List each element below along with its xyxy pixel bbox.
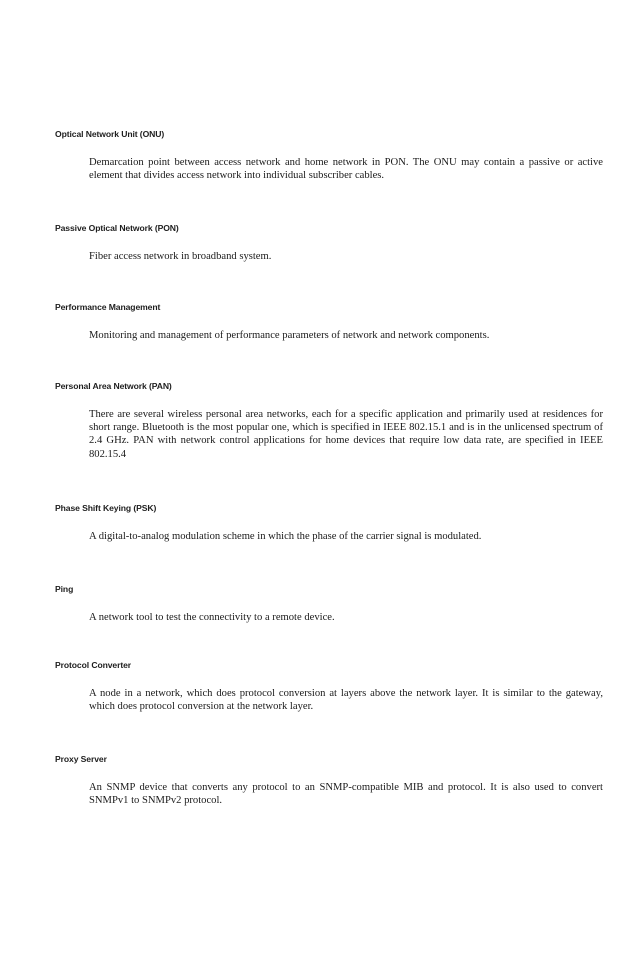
entry-term: Performance Management	[55, 302, 161, 312]
entry-definition: Demarcation point between access network and home network in PON. The ONU may contain a passive or active element that divides access network into individual subscriber cables.	[89, 157, 603, 182]
entry-definition: A network tool to test the connectivity to a remote device.	[89, 612, 335, 623]
entry-definition: Monitoring and management of performance parameters of network and network components.	[89, 330, 490, 341]
entry-definition: Fiber access network in broadband system.	[89, 251, 272, 262]
entry-definition: An SNMP device that converts any protocol to an SNMP-compatible MIB and protocol. It is also used to convert SNMPv1 to SNMPv2 protocol.	[89, 782, 603, 807]
entry-term: Optical Network Unit (ONU)	[55, 129, 165, 139]
entry-term: Passive Optical Network (PON)	[55, 223, 179, 233]
entry-term: Protocol Converter	[55, 660, 132, 670]
entry-term: Personal Area Network (PAN)	[55, 381, 172, 391]
entry-definition: A node in a network, which does protocol conversion at layers above the network layer. It is similar to the gateway, which does protocol conversion at the network layer.	[89, 688, 603, 713]
entry-definition: A digital-to-analog modulation scheme in which the phase of the carrier signal is modulated.	[89, 531, 482, 542]
entry-term: Proxy Server	[55, 754, 107, 764]
entry-definition: There are several wireless personal area networks, each for a specific application and primarily used at residences for short range. Bluetooth is the most popular one, which is specified in IEEE 802.15.1 and is in the unlicensed spectrum of 2.4 GHz. PAN with network control applications for home devices that require low data rate, are specified in IEEE 802.15.4	[89, 409, 603, 460]
entry-term: Ping	[55, 584, 74, 594]
entry-term: Phase Shift Keying (PSK)	[55, 503, 157, 513]
